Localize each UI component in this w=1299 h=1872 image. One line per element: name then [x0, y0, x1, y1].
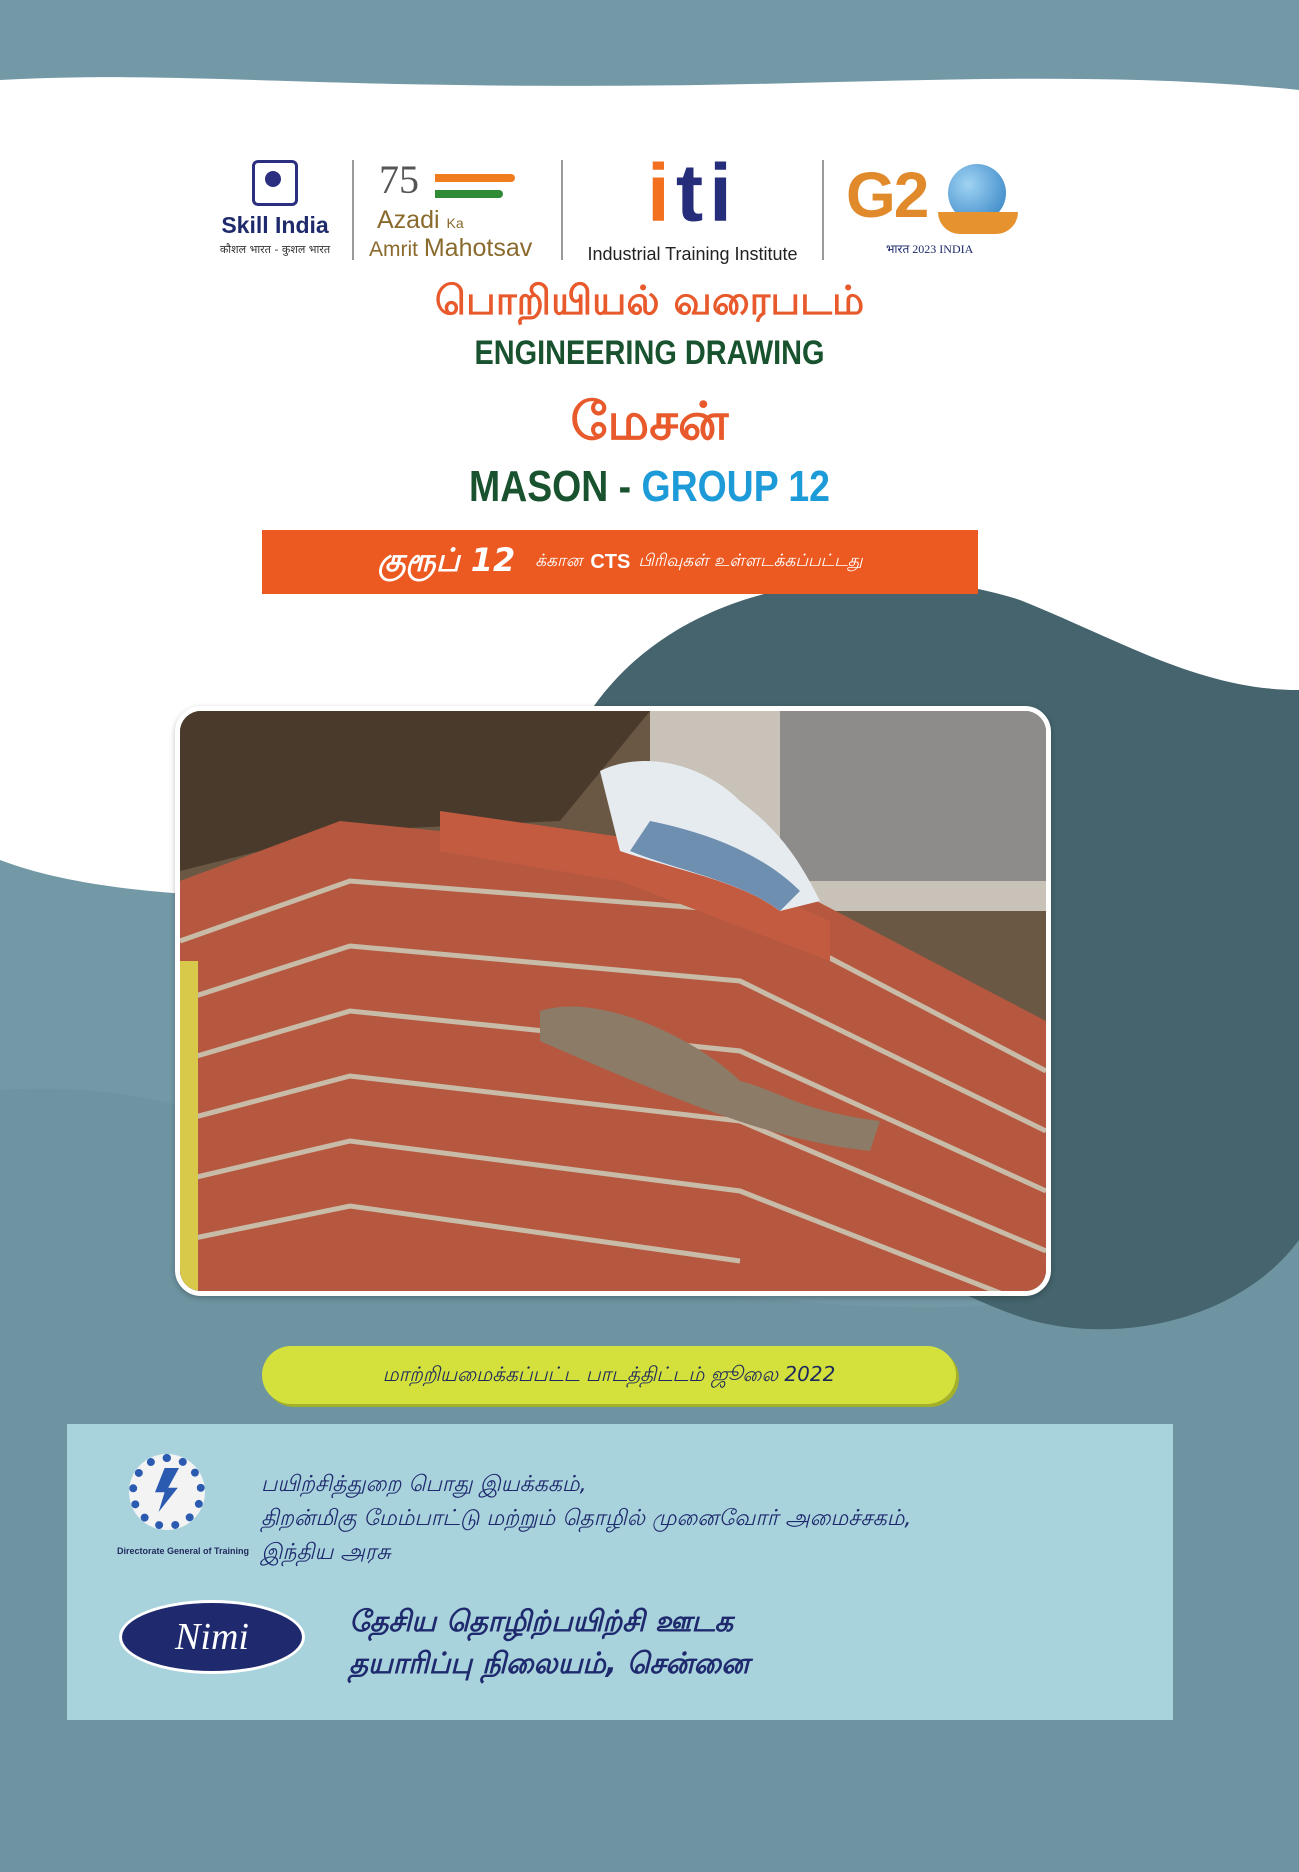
publisher-info-box: [67, 1424, 1173, 1720]
tricolour-flag-icon: [435, 174, 515, 198]
iti-wordmark: iti: [647, 148, 738, 239]
banner-for: க்கான: [535, 551, 583, 571]
syllabus-badge: மாற்றியமைக்கப்பட்ட பாடத்திட்டம் ஜூலை 2022: [262, 1346, 956, 1404]
trade-title-english: MASON -: [469, 462, 642, 511]
dgt-address: [261, 1468, 911, 1570]
azadi-75: 75: [379, 157, 419, 202]
subject-title-english: ENGINEERING DRAWING: [474, 334, 825, 372]
logo-strip: [0, 150, 1299, 270]
nimi-logo: Nimi: [119, 1600, 305, 1674]
banner-group: குரூப் 12: [377, 541, 516, 579]
iti-logo: [570, 150, 815, 270]
banner-rest: பிரிவுகள் உள்ளடக்கப்பட்டது: [638, 551, 863, 571]
skill-india-name: Skill India: [221, 212, 329, 238]
brick-wall-illustration: [180, 711, 1046, 1291]
g20-caption: भारत 2023 INDIA: [886, 242, 974, 256]
dgt-line: திறன்மிகு மேம்பாட்டு மற்றும் தொழில் முனைவோர் அமைச்சகம்,: [261, 1506, 912, 1531]
skill-india-icon: [252, 160, 298, 206]
nimi-line: தயாரிப்பு நிலையம், சென்னை: [349, 1646, 750, 1680]
dgt-label: Directorate General of Training: [117, 1546, 250, 1556]
skill-india-logo: [205, 150, 345, 270]
dgt-logo: [117, 1454, 250, 1564]
subject-title-tamil: பொறியியல் வரைபடம்: [434, 278, 865, 324]
g20-text: G2: [846, 159, 928, 231]
dgt-line: பயிற்சித்துறை பொது இயக்ககம்,: [261, 1472, 587, 1497]
banner-cts: CTS: [590, 550, 631, 573]
trade-group-title: [97, 462, 1201, 512]
lotus-icon: [938, 212, 1018, 234]
nimi-address: [349, 1600, 749, 1684]
nimi-line: தேசிய தொழிற்பயிற்சி ஊடக: [349, 1604, 734, 1638]
group-number: GROUP 12: [641, 462, 830, 511]
skill-india-tagline: कौशल भारत - कुशल भारत: [219, 243, 331, 256]
logo-divider: [822, 160, 824, 260]
dgt-line: இந்திய அரசு: [261, 1540, 391, 1565]
trade-title-tamil: மேசன்: [570, 392, 729, 452]
azadi-line1: Azadi Ka: [377, 206, 464, 234]
bricklaying-photo: [175, 706, 1051, 1296]
azadi-line2: Amrit Mahotsav: [369, 234, 533, 262]
logo-divider: [561, 160, 563, 260]
azadi-ka-amrit-mahotsav-logo: [365, 150, 545, 270]
g20-logo: [838, 150, 1038, 270]
cts-banner: [262, 530, 978, 594]
logo-divider: [352, 160, 354, 260]
iti-caption: Industrial Training Institute: [587, 244, 798, 264]
